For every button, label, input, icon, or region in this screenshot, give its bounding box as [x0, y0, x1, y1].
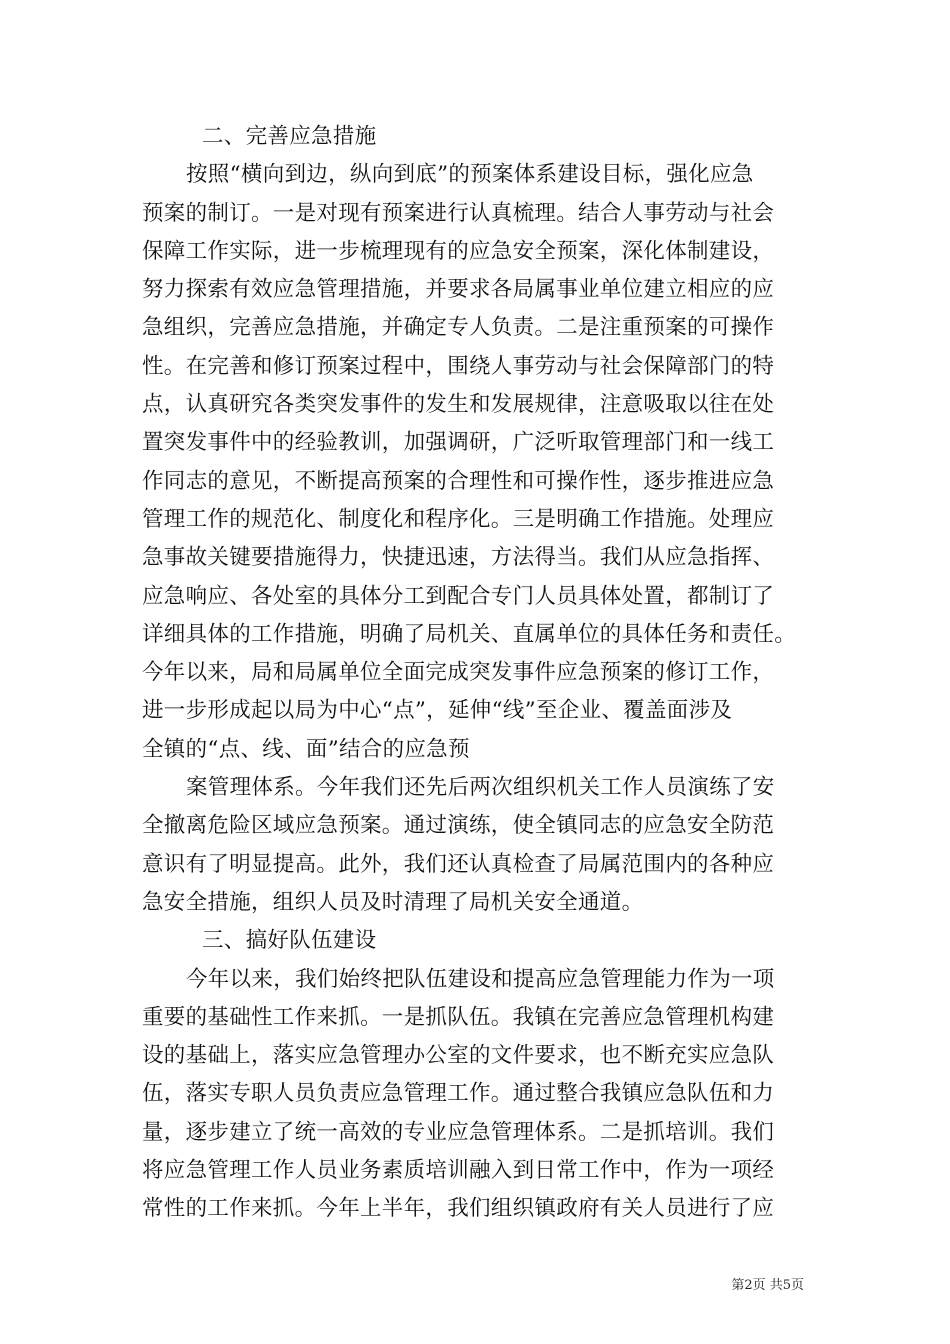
paragraph-line: 保障工作实际，进一步梳理现有的应急安全预案，深化体制建设， [142, 238, 775, 264]
paragraph-line: 努力探索有效应急管理措施，并要求各局属事业单位建立相应的应 [142, 277, 775, 303]
paragraph-line: 应急响应、各处室的具体分工到配合专门人员具体处置，都制订了 [142, 583, 775, 609]
section-heading-2: 二、完善应急措施 [202, 124, 377, 149]
section-heading-3: 三、搞好队伍建设 [202, 928, 377, 954]
paragraph-line: 按照“横向到边，纵向到底”的预案体系建设目标，强化应急 [186, 162, 754, 188]
paragraph-line: 急安全措施，组织人员及时清理了局机关安全通道。 [142, 889, 644, 915]
paragraph-line: 进一步形成起以局为中心“点”，延伸“线”至企业、覆盖面涉及 [142, 698, 733, 724]
document-body [142, 118, 822, 1229]
paragraph-line: 设的基础上，落实应急管理办公室的文件要求，也不断充实应急队 [142, 1043, 775, 1069]
paragraph-line: 作同志的意见，不断提高预案的合理性和可操作性，逐步推进应急 [142, 468, 775, 494]
paragraph-line: 今年以来，局和局属单位全面完成突发事件应急预案的修订工作， [142, 660, 775, 686]
paragraph-line: 全镇的“点、线、面”结合的应急预 [142, 736, 470, 762]
paragraph-line: 伍，落实专职人员负责应急管理工作。通过整合我镇应急队伍和力 [142, 1081, 775, 1107]
paragraph-line: 案管理体系。今年我们还先后两次组织机关工作人员演练了安 [186, 775, 775, 801]
paragraph-line: 详细具体的工作措施，明确了局机关、直属单位的具体任务和责任。 [142, 621, 797, 647]
paragraph-line: 将应急管理工作人员业务素质培训融入到日常工作中，作为一项经 [142, 1158, 775, 1184]
paragraph-line: 量，逐步建立了统一高效的专业应急管理体系。二是抓培训。我们 [142, 1119, 775, 1145]
paragraph-line: 重要的基础性工作来抓。一是抓队伍。我镇在完善应急管理机构建 [142, 1004, 775, 1030]
paragraph-line: 置突发事件中的经验教训，加强调研，广泛听取管理部门和一线工 [142, 430, 775, 456]
paragraph-line: 预案的制订。一是对现有预案进行认真梳理。结合人事劳动与社会 [142, 200, 775, 226]
paragraph-line: 管理工作的规范化、制度化和程序化。三是明确工作措施。处理应 [142, 506, 775, 532]
paragraph-line: 意识有了明显提高。此外，我们还认真检查了局属范围内的各种应 [142, 851, 775, 877]
paragraph-line: 性。在完善和修订预案过程中，围绕人事劳动与社会保障部门的特 [142, 353, 775, 379]
paragraph-line: 急组织，完善应急措施，并确定专人负责。二是注重预案的可操作 [142, 315, 775, 341]
paragraph-line: 全撤离危险区域应急预案。通过演练，使全镇同志的应急安全防范 [142, 813, 775, 839]
paragraph-line: 今年以来，我们始终把队伍建设和提高应急管理能力作为一项 [186, 966, 775, 992]
page-number-footer: 第2页 共5页 [731, 1278, 804, 1293]
paragraph-line: 急事故关键要措施得力，快捷迅速，方法得当。我们从应急指挥、 [142, 545, 775, 571]
paragraph-line: 点，认真研究各类突发事件的发生和发展规律，注意吸取以往在处 [142, 392, 775, 418]
paragraph-line: 常性的工作来抓。今年上半年，我们组织镇政府有关人员进行了应 [142, 1196, 775, 1222]
